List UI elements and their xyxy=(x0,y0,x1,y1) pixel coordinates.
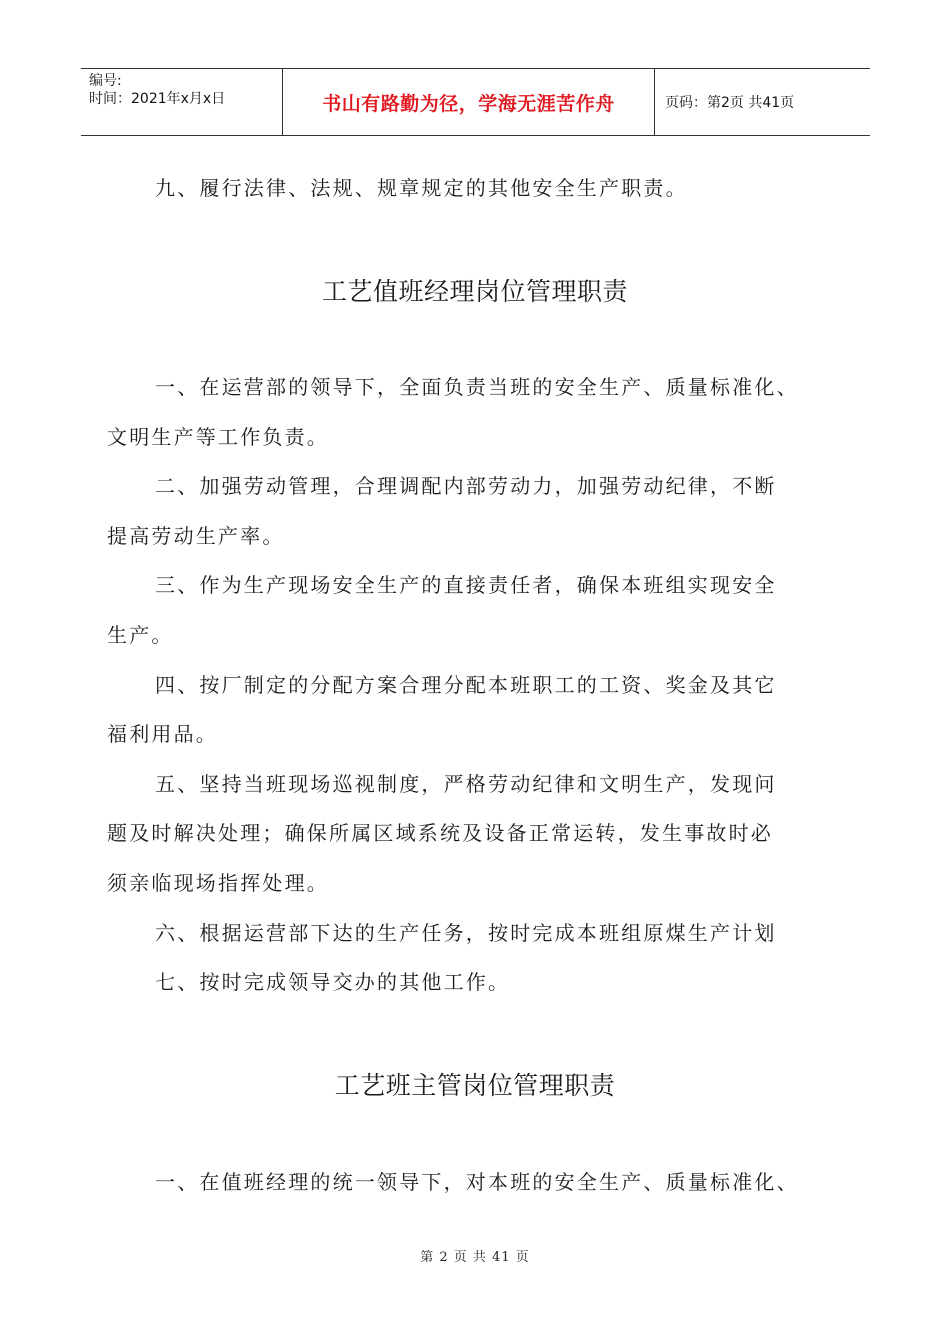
section1-line: 三、作为生产现场安全生产的直接责任者，确保本班组实现安全 xyxy=(155,573,777,597)
page-footer: 第 2 页 共 41 页 xyxy=(420,1250,530,1265)
section2-line: 一、在值班经理的统一领导下，对本班的安全生产、质量标准化、 xyxy=(155,1170,799,1194)
section1-line: 提高劳动生产率。 xyxy=(107,524,285,548)
section1-line: 七、按时完成领导交办的其他工作。 xyxy=(155,970,511,994)
section1-line: 须亲临现场指挥处理。 xyxy=(107,871,329,895)
section1-line: 四、按厂制定的分配方案合理分配本班职工的工资、奖金及其它 xyxy=(155,673,777,697)
section1-line: 六、根据运营部下达的生产任务，按时完成本班组原煤生产计划 xyxy=(155,921,777,945)
section1-line: 题及时解决处理；确保所属区域系统及设备正常运转，发生事故时必 xyxy=(107,821,773,845)
section1-line: 五、坚持当班现场巡视制度，严格劳动纪律和文明生产，发现问 xyxy=(155,772,777,796)
header-page-info: 页码：第2页 共41页 xyxy=(665,95,795,111)
time-label: 时间：2021年x月x日 xyxy=(89,91,226,107)
section2-title: 工艺班主管岗位管理职责 xyxy=(334,1071,616,1100)
section1-title: 工艺值班经理岗位管理职责 xyxy=(321,277,628,306)
header-meta xyxy=(81,69,283,135)
section1-line: 福利用品。 xyxy=(107,722,218,746)
section1-line: 二、加强劳动管理，合理调配内部劳动力，加强劳动纪律，不断 xyxy=(155,474,777,498)
number-label: 编号: xyxy=(89,73,122,89)
section1-line: 生产。 xyxy=(107,623,174,647)
document-header xyxy=(81,68,870,136)
header-motto: 书山有路勤为径，学海无涯苦作舟 xyxy=(283,69,655,135)
section1-line: 文明生产等工作负责。 xyxy=(107,425,329,449)
intro-line: 九、履行法律、法规、规章规定的其他安全生产职责。 xyxy=(155,176,688,200)
section1-line: 一、在运营部的领导下，全面负责当班的安全生产、质量标准化、 xyxy=(155,375,799,399)
